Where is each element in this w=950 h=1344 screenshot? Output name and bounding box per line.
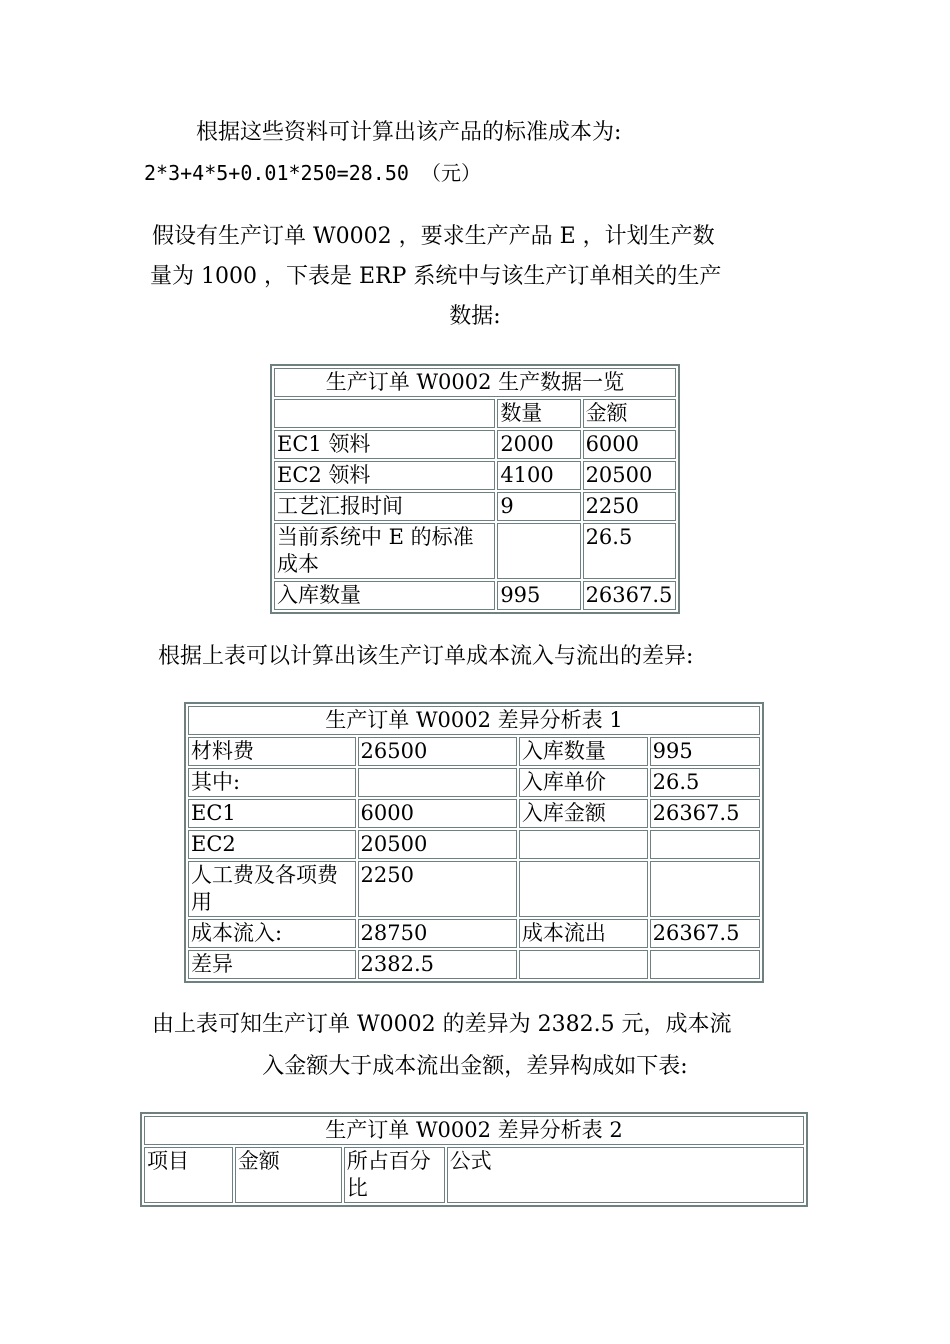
intro-line-1: 根据这些资料可计算出该产品的标准成本为: bbox=[196, 120, 622, 145]
table-row bbox=[188, 799, 760, 828]
table-cell: EC1 领料 bbox=[274, 430, 495, 459]
table-cell bbox=[519, 830, 648, 859]
table-cell: 其中: bbox=[188, 768, 356, 797]
table-cell: 工艺汇报时间 bbox=[274, 492, 495, 521]
para2-line-3: 数据: bbox=[449, 304, 501, 329]
table-cell: 差异 bbox=[188, 950, 356, 979]
para4-line-2: 入金额大于成本流出金额，差异构成如下表: bbox=[262, 1054, 688, 1079]
table-cell: 26500 bbox=[358, 737, 517, 766]
table-cell: 成本流出 bbox=[519, 919, 648, 948]
table-cell: 人工费及各项费用 bbox=[188, 861, 356, 917]
table3-header-cell: 项目 bbox=[144, 1147, 233, 1203]
table-cell: 当前系统中 E 的标准成本 bbox=[274, 523, 495, 579]
para3-line-1: 根据上表可以计算出该生产订单成本流入与流出的差异: bbox=[158, 644, 694, 669]
table-cell: 2382.5 bbox=[358, 950, 517, 979]
table-cell bbox=[358, 768, 517, 797]
table-cell: 入库金额 bbox=[519, 799, 648, 828]
table-cell: 26367.5 bbox=[650, 799, 760, 828]
table-cell: 20500 bbox=[583, 461, 676, 490]
table-cell: 26.5 bbox=[650, 768, 760, 797]
intro-formula: 2*3+4*5+0.01*250=28.50 （元） bbox=[144, 161, 481, 185]
table-cell: EC1 bbox=[188, 799, 356, 828]
table-cell: 9 bbox=[497, 492, 580, 521]
table-cell: 6000 bbox=[583, 430, 676, 459]
table-cell: 995 bbox=[497, 581, 580, 610]
table-cell bbox=[650, 830, 760, 859]
table-cell: 入库单价 bbox=[519, 768, 648, 797]
table1-header-cell bbox=[274, 399, 495, 428]
table-cell: 2000 bbox=[497, 430, 580, 459]
table-row bbox=[274, 581, 676, 610]
table-cell bbox=[519, 950, 648, 979]
production-data-table bbox=[270, 364, 680, 614]
table-cell: 28750 bbox=[358, 919, 517, 948]
table-row bbox=[188, 919, 760, 948]
table-cell: 995 bbox=[650, 737, 760, 766]
para4-line-1: 由上表可知生产订单 W0002 的差异为 2382.5 元，成本流 bbox=[152, 1012, 732, 1037]
variance-analysis-table-2 bbox=[140, 1112, 808, 1207]
table-cell bbox=[650, 861, 760, 917]
table-cell: 26367.5 bbox=[650, 919, 760, 948]
table-row bbox=[188, 737, 760, 766]
table-cell: EC2 bbox=[188, 830, 356, 859]
para2-line-2: 量为 1000 ，下表是 ERP 系统中与该生产订单相关的生产 bbox=[150, 264, 722, 289]
table3-header-cell: 所占百分比 bbox=[344, 1147, 445, 1203]
table-cell: 入库数量 bbox=[519, 737, 648, 766]
table-cell: 材料费 bbox=[188, 737, 356, 766]
table3-title: 生产订单 W0002 差异分析表 2 bbox=[144, 1116, 804, 1145]
table-row bbox=[274, 461, 676, 490]
table-cell: 2250 bbox=[358, 861, 517, 917]
table1-header-cell: 数量 bbox=[497, 399, 580, 428]
table-cell: EC2 领料 bbox=[274, 461, 495, 490]
table3-header-cell: 公式 bbox=[447, 1147, 804, 1203]
table-cell bbox=[650, 950, 760, 979]
table-cell: 成本流入: bbox=[188, 919, 356, 948]
table-row bbox=[188, 830, 760, 859]
table-cell: 入库数量 bbox=[274, 581, 495, 610]
table-cell: 4100 bbox=[497, 461, 580, 490]
table-cell bbox=[519, 861, 648, 917]
table-row bbox=[274, 492, 676, 521]
table-cell: 2250 bbox=[583, 492, 676, 521]
table-row bbox=[188, 861, 760, 917]
table-row bbox=[274, 523, 676, 579]
table2-title: 生产订单 W0002 差异分析表 1 bbox=[188, 706, 760, 735]
table-cell: 26367.5 bbox=[583, 581, 676, 610]
para2-line-1: 假设有生产订单 W0002 ，要求生产产品 E ，计划生产数 bbox=[152, 224, 715, 249]
table1-header-cell: 金额 bbox=[583, 399, 676, 428]
table-cell: 20500 bbox=[358, 830, 517, 859]
table-row bbox=[274, 399, 676, 428]
table-cell: 26.5 bbox=[583, 523, 676, 579]
table-row bbox=[188, 768, 760, 797]
table3-header-cell: 金额 bbox=[235, 1147, 342, 1203]
table-row bbox=[144, 1147, 804, 1203]
table1-title: 生产订单 W0002 生产数据一览 bbox=[274, 368, 676, 397]
table-cell: 6000 bbox=[358, 799, 517, 828]
table-row bbox=[274, 430, 676, 459]
table-cell bbox=[497, 523, 580, 579]
variance-analysis-table-1 bbox=[184, 702, 764, 983]
table-row bbox=[188, 950, 760, 979]
